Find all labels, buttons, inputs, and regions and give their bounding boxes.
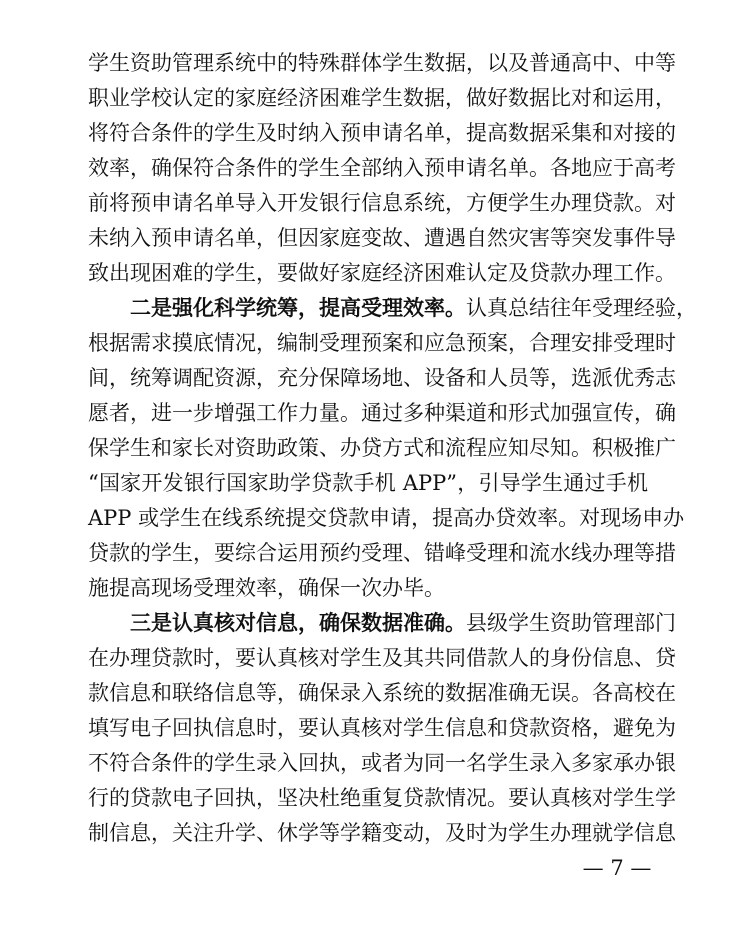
paragraph-text: 认真总结往年受理经验， xyxy=(466,296,697,320)
text-line: 保学生和家长对资助政策、办贷方式和流程应知尽知。积极推广 xyxy=(88,436,676,460)
text-line: 未纳入预申请名单，但因家庭变故、遭遇自然灾害等突发事件导 xyxy=(88,226,676,250)
text-line: 贷款的学生，要综合运用预约受理、错峰受理和流水线办理等措 xyxy=(88,541,676,565)
text-line: 施提高现场受理效率，确保一次办毕。 xyxy=(88,576,445,600)
text-line: 填写电子回执信息时，要认真核对学生信息和贷款资格，避免为 xyxy=(88,716,676,740)
text-line: 款信息和联络信息等，确保录入系统的数据准确无误。各高校在 xyxy=(88,681,676,705)
text-line: 职业学校认定的家庭经济困难学生数据，做好数据比对和运用， xyxy=(88,86,676,110)
paragraph-first-line xyxy=(130,291,697,325)
text-line: 在办理贷款时，要认真核对学生及其共同借款人的身份信息、贷 xyxy=(88,646,676,670)
text-line: 愿者，进一步增强工作力量。通过多种渠道和形式加强宣传，确 xyxy=(88,401,676,425)
text-line: 制信息，关注升学、休学等学籍变动，及时为学生办理就学信息 xyxy=(88,821,676,845)
text-line: 前将预申请名单导入开发银行信息系统，方便学生办理贷款。对 xyxy=(88,191,676,215)
paragraph-heading: 三是认真核对信息，确保数据准确。 xyxy=(130,610,466,635)
paragraph-heading: 二是强化科学统筹，提高受理效率。 xyxy=(130,295,466,320)
page-number: — 7 — xyxy=(582,856,652,880)
text-line: 不符合条件的学生录入回执，或者为同一名学生录入多家承办银 xyxy=(88,751,676,775)
text-line: 将符合条件的学生及时纳入预申请名单，提高数据采集和对接的 xyxy=(88,121,676,145)
text-line: 行的贷款电子回执，坚决杜绝重复贷款情况。要认真核对学生学 xyxy=(88,786,676,810)
paragraph-first-line xyxy=(130,606,676,640)
text-line: 学生资助管理系统中的特殊群体学生数据，以及普通高中、中等 xyxy=(88,51,676,75)
paragraph-text: 县级学生资助管理部门 xyxy=(466,611,676,635)
text-line: 间，统筹调配资源，充分保障场地、设备和人员等，选派优秀志 xyxy=(88,366,676,390)
text-line: 根据需求摸底情况，编制受理预案和应急预案，合理安排受理时 xyxy=(88,331,676,355)
text-line: APP 或学生在线系统提交贷款申请，提高办贷效率。对现场申办 xyxy=(88,506,685,530)
text-line: 效率，确保符合条件的学生全部纳入预申请名单。各地应于高考 xyxy=(88,156,676,180)
text-line: “国家开发银行国家助学贷款手机 APP”，引导学生通过手机 xyxy=(88,471,648,495)
text-line: 致出现困难的学生，要做好家庭经济困难认定及贷款办理工作。 xyxy=(88,261,676,285)
